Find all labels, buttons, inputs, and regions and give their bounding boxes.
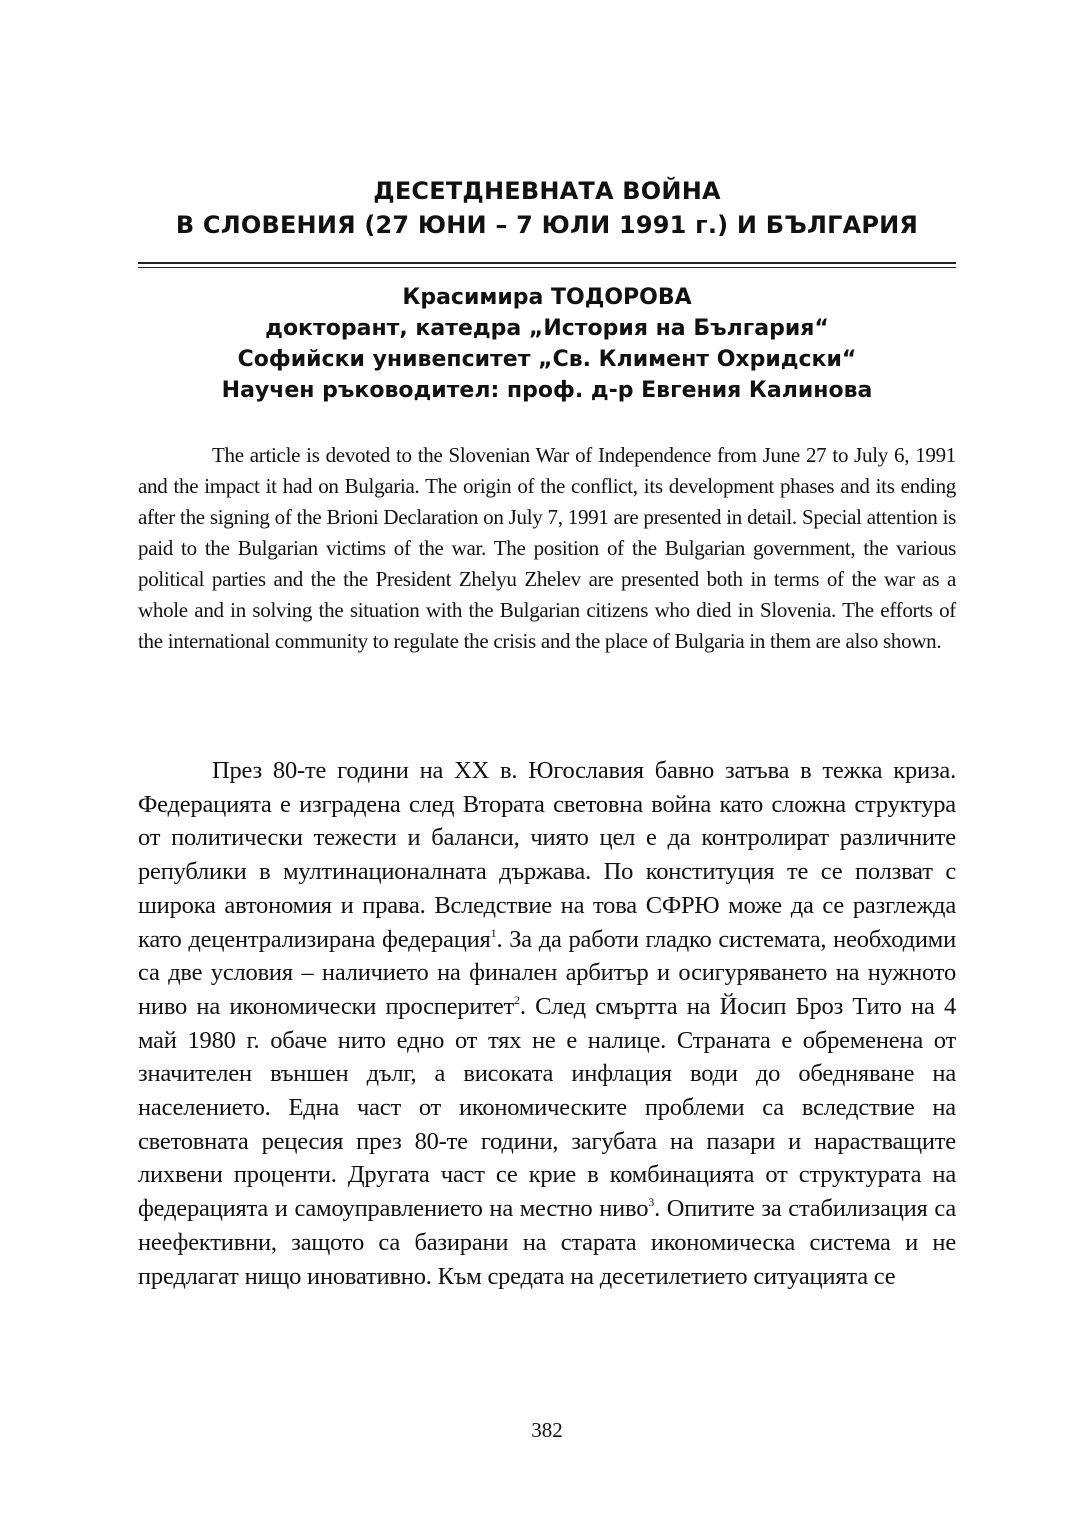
body-text-segment: . След смъртта на Йосип Броз Тито на 4 май 1980 г. обаче нито едно от тях не е налице. Страната е обременена от значителен външен дълг, а високата инфлация води до обедняване на населението. Една част от икономическите проблеми са вследствие на световната рецесия през 80-те години, загубата на пазари и нарастващите лихвени проценти. Другата част се крие в комбинацията от структурата на федерацията и самоуправлението на местно ниво [138,992,957,1223]
abstract: The article is devoted to the Slovenian War of Independence from June 27 to July 6, 1991 and the impact it had on Bulgaria. The origin of the conflict, its development phases and its ending after the signing of the Brioni Declaration on July 7, 1991 are presented in detail. Special attention is paid to the Bulgarian victims of the war. The position of the Bulgarian government, the various political parties and the the President Zhelyu Zhelev are presented both in terms of the war as a whole and in solving the situation with the Bulgarian citizens who died in Slovenia. The efforts of the international community to regulate the crisis and the place of Bulgaria in them are also shown. [138,443,956,653]
footnote-ref-3: 3 [648,1195,655,1210]
body-text-segment: През 80-те години на XX в. Югославия бавно затъва в тежка криза. Федерацията е изградена след Втората световна война като сложна структура от политически тежести и баланси, чиято цел е да контролират различните републики в мултинационалната държава. По конституция те се ползват с широка автономия и права. Вследствие на това СФРЮ може да се разглежда като децентрализирана федерация [138,757,956,953]
footnote-ref-2: 2 [514,992,520,1007]
title-line-1: ДЕСЕТДНЕВНАТА ВОЙНА [373,177,721,205]
title-line-2: В СЛОВЕНИЯ (27 ЮНИ – 7 ЮЛИ 1991 г.) И БЪЛГАРИЯ [175,211,919,239]
article-title [138,174,956,242]
author-position: докторант, катедра „История на България“ [265,316,829,341]
body-text-segment: . За да работи гладко системата, необходими са две условия – наличието на финален арбитър и осигуряването на нужното ниво на икономически просперитет [138,925,956,1020]
footnote-ref-1: 1 [490,925,497,940]
title-rule-thin [138,267,956,268]
body-text-segment: . Опитите за стабилизация са неефективни, защото са базирани на старата икономическа система и не предлагат нищо иновативно. Към средата на десетилетието ситуацията се [138,1195,956,1290]
page [138,0,956,1530]
author-university: Софийски унивепситет „Св. Климент Охридски“ [237,347,857,372]
author-name: Красимира ТОДОРОВА [402,285,692,310]
page-number: 382 [531,1418,563,1442]
body-paragraph [138,754,956,1293]
author-supervisor: Научен ръководител: проф. д-р Евгения Калинова [221,378,873,403]
author-block [138,282,956,406]
title-rule-thick [138,262,956,264]
